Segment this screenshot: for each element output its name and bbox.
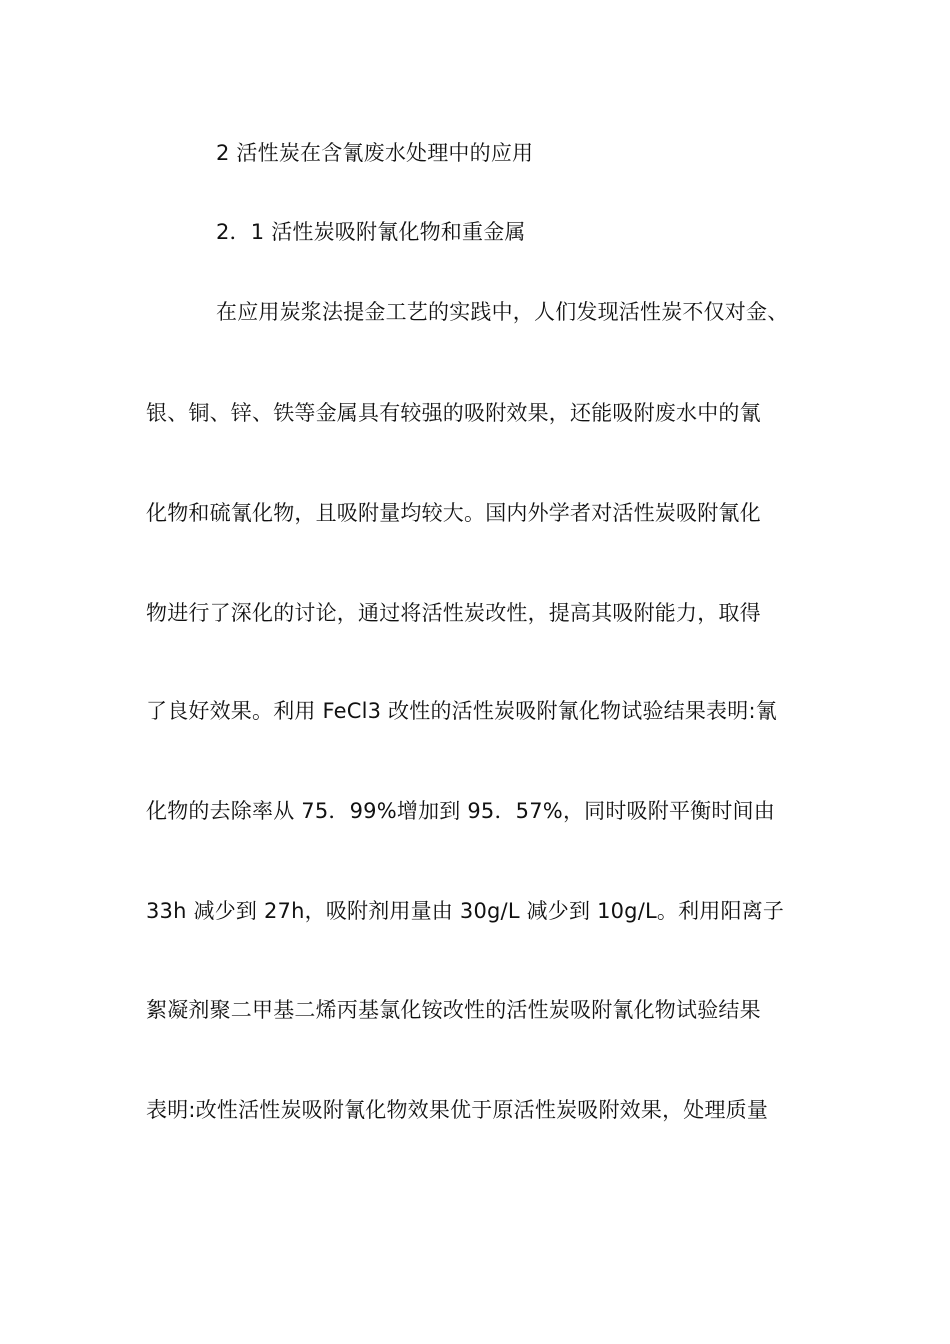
paragraph-line: 银、铜、锌、铁等金属具有较强的吸附效果，还能吸附废水中的氰 — [146, 401, 761, 425]
subsection-heading: 2．1 活性炭吸附氰化物和重金属 — [216, 220, 526, 244]
paragraph-line: 表明:改性活性炭吸附氰化物效果优于原活性炭吸附效果，处理质量 — [146, 1098, 769, 1122]
paragraph-line: 物进行了深化的讨论，通过将活性炭改性，提高其吸附能力，取得 — [146, 601, 761, 625]
section-heading: 2 活性炭在含氰废水处理中的应用 — [216, 141, 534, 165]
paragraph-line: 絮凝剂聚二甲基二烯丙基氯化铵改性的活性炭吸附氰化物试验结果 — [146, 998, 761, 1022]
paragraph-line: 33h 减少到 27h，吸附剂用量由 30g/L 减少到 10g/L。利用阳离子 — [146, 899, 785, 923]
paragraph-line: 在应用炭浆法提金工艺的实践中，人们发现活性炭不仅对金、 — [216, 300, 789, 324]
paragraph-line: 化物的去除率从 75．99%增加到 95．57%，同时吸附平衡时间由 — [146, 799, 775, 823]
paragraph-line: 化物和硫氰化物，且吸附量均较大。国内外学者对活性炭吸附氰化 — [146, 501, 761, 525]
paragraph-line: 了良好效果。利用 FeCl3 改性的活性炭吸附氰化物试验结果表明:氰 — [146, 699, 777, 723]
